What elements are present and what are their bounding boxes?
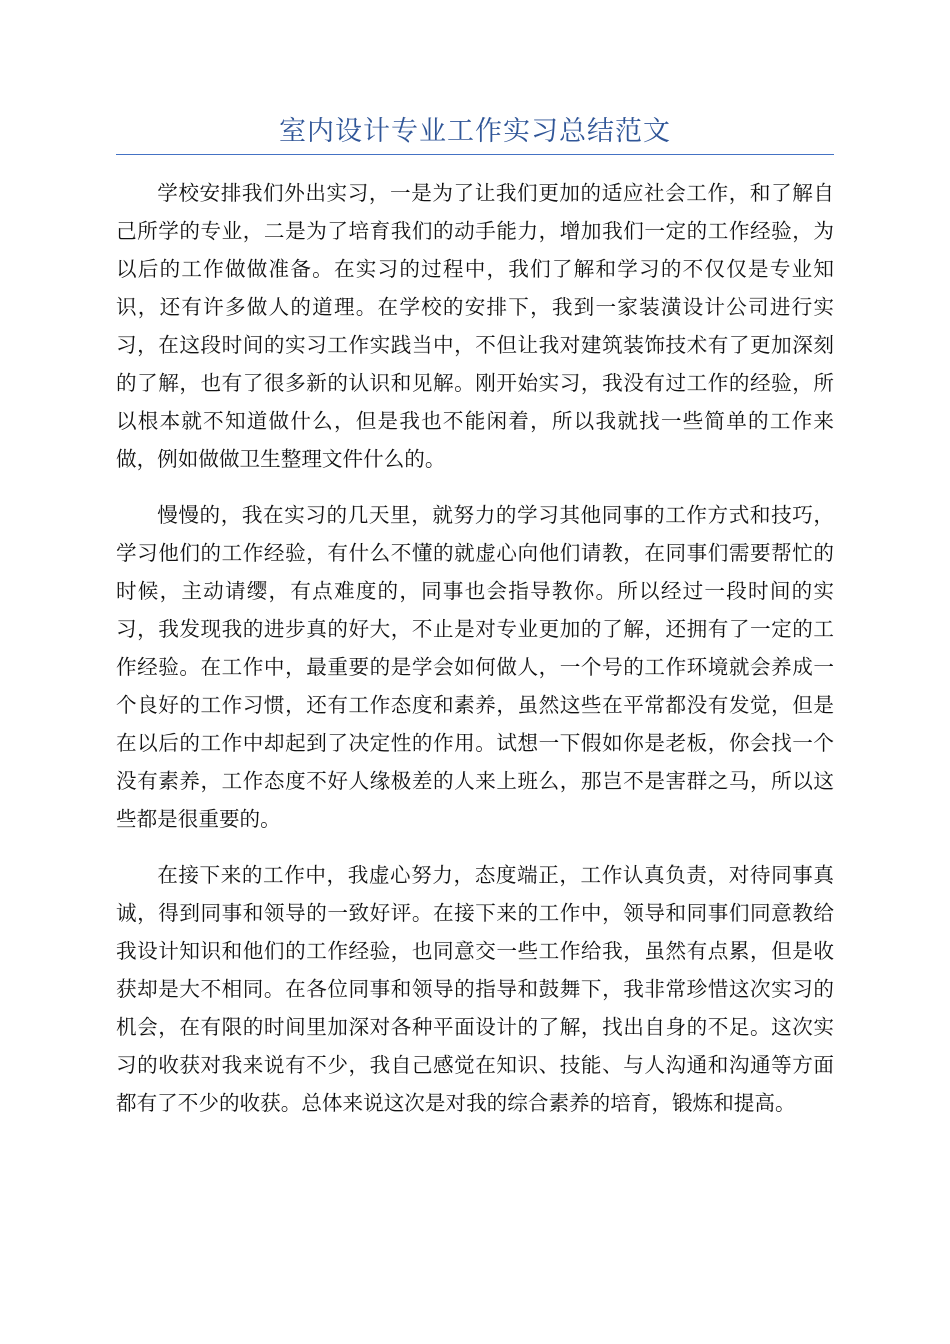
document-title: 室内设计专业工作实习总结范文: [279, 116, 671, 147]
title-underline-rule: [116, 154, 834, 155]
body-paragraph-1: 学校安排我们外出实习，一是为了让我们更加的适应社会工作，和了解自己所学的专业，二是为了培育我们的动手能力，增加我们一定的工作经验，为以后的工作做做准备。在实习的过程中，我们了解和学习的不仅仅是专业知识，还有许多做人的道理。在学校的安排下，我到一家装潢设计公司进行实习，在这段时间的实习工作实践当中，不但让我对建筑装饰技术有了更加深刻的了解，也有了很多新的认识和见解。刚开始实习，我没有过工作的经验，所以根本就不知道做什么，但是我也不能闲着，所以我就找一些简单的工作来做，例如做做卫生整理文件什么的。: [116, 181, 834, 471]
document-body: [116, 174, 834, 1140]
body-paragraph-3: 在接下来的工作中，我虚心努力，态度端正，工作认真负责，对待同事真诚，得到同事和领导的一致好评。在接下来的工作中，领导和同事们同意教给我设计知识和他们的工作经验，也同意交一些工作给我，虽然有点累，但是收获却是大不相同。在各位同事和领导的指导和鼓舞下，我非常珍惜这次实习的机会，在有限的时间里加深对各种平面设计的了解，找出自身的不足。这次实习的收获对我来说有不少，我自己感觉在知识、技能、与人沟通和沟通等方面都有了不少的收获。总体来说这次是对我的综合素养的培育，锻炼和提高。: [116, 863, 834, 1115]
body-paragraph-2: 慢慢的，我在实习的几天里，就努力的学习其他同事的工作方式和技巧，学习他们的工作经验，有什么不懂的就虚心向他们请教，在同事们需要帮忙的时候，主动请缨，有点难度的，同事也会指导教你。所以经过一段时间的实习，我发现我的进步真的好大，不止是对专业更加的了解，还拥有了一定的工作经验。在工作中，最重要的是学会如何做人，一个号的工作环境就会养成一个良好的工作习惯，还有工作态度和素养，虽然这些在平常都没有发觉，但是在以后的工作中却起到了决定性的作用。试想一下假如你是老板，你会找一个没有素养，工作态度不好人缘极差的人来上班么，那岂不是害群之马，所以这些都是很重要的。: [116, 503, 834, 831]
